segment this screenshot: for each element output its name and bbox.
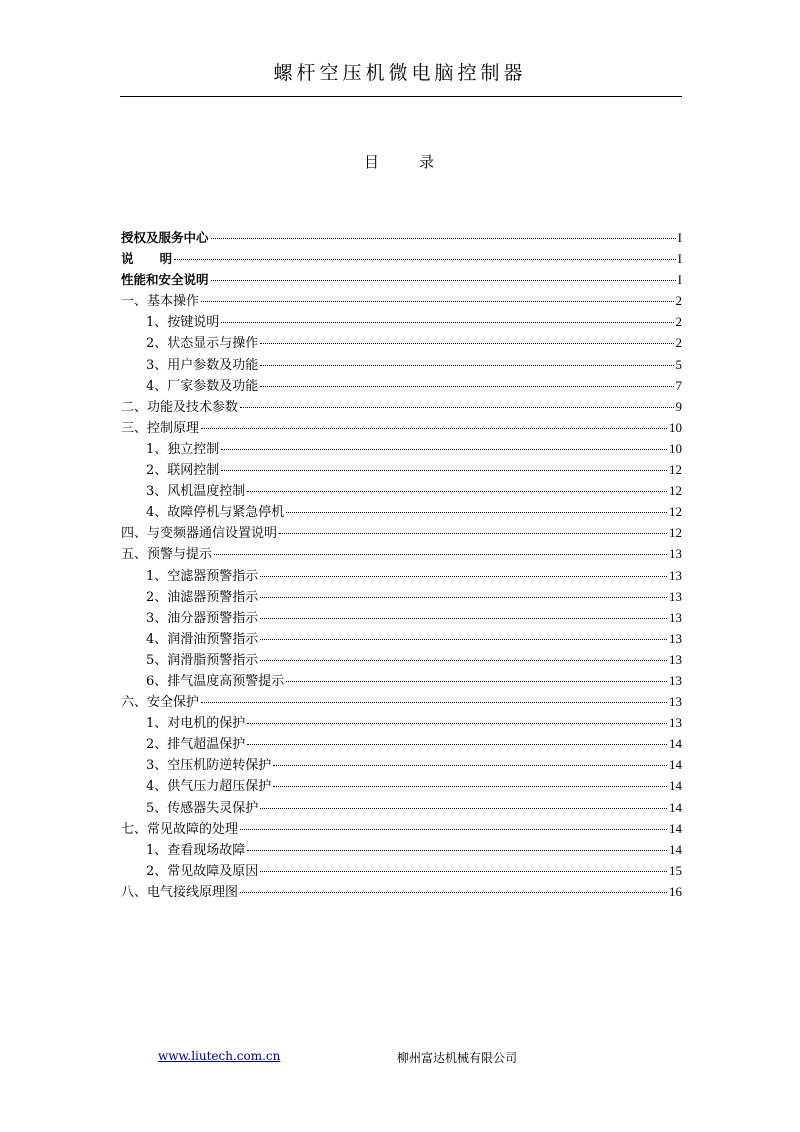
table-of-contents <box>121 227 682 902</box>
toc-dot-leader <box>260 365 673 366</box>
toc-dot-leader <box>260 343 673 344</box>
toc-entry[interactable] <box>121 522 682 543</box>
toc-entry-label: 3、空压机防逆转保护 <box>146 758 272 774</box>
toc-entry-label: 二、功能及技术参数 <box>121 399 239 415</box>
toc-entry-page-number: I <box>677 230 682 245</box>
toc-entry-label: 一、基本操作 <box>121 294 200 310</box>
toc-entry-label: 3、油分器预警指示 <box>146 610 259 626</box>
toc-entry-page-number: 14 <box>669 799 682 815</box>
toc-entry-page-number: 2 <box>675 314 682 330</box>
toc-entry-label: 说 明 <box>121 251 173 267</box>
toc-entry-page-number: 15 <box>669 862 682 878</box>
toc-entry-label: 授权及服务中心 <box>121 230 209 245</box>
toc-dot-leader <box>201 301 673 302</box>
footer-company-name: 柳州富达机械有限公司 <box>397 1051 518 1065</box>
toc-entry[interactable] <box>121 269 682 290</box>
toc-entry-label: 1、空滤器预警指示 <box>146 568 259 584</box>
toc-entry-page-number: 13 <box>669 609 682 625</box>
toc-entry-page-number: 13 <box>669 715 682 731</box>
toc-entry-label: 性能和安全说明 <box>121 272 209 288</box>
toc-entry-page-number: 13 <box>669 694 682 710</box>
toc-entry[interactable] <box>121 438 682 459</box>
toc-dot-leader <box>260 808 667 809</box>
toc-dot-leader <box>240 407 673 408</box>
toc-entry-label: 3、风机温度控制 <box>146 484 246 500</box>
toc-entry[interactable] <box>121 839 682 860</box>
toc-entry[interactable] <box>121 248 682 269</box>
toc-entry[interactable] <box>121 860 682 881</box>
toc-entry[interactable] <box>121 396 682 417</box>
toc-entry[interactable] <box>121 797 682 818</box>
toc-entry-page-number: 10 <box>669 419 682 435</box>
toc-entry-page-number: 12 <box>669 462 682 478</box>
toc-dot-leader <box>260 386 673 387</box>
toc-dot-leader <box>221 322 673 323</box>
toc-entry-label: 1、按键说明 <box>146 315 220 331</box>
toc-entry[interactable] <box>121 354 682 375</box>
toc-entry[interactable] <box>121 586 682 607</box>
toc-dot-leader <box>279 533 667 534</box>
toc-entry-label: 四、与变频器通信设置说明 <box>121 526 278 542</box>
toc-dot-leader <box>214 554 667 555</box>
page-header-title: 螺杆空压机微电脑控制器 <box>273 62 527 84</box>
toc-entry[interactable] <box>121 459 682 480</box>
toc-dot-leader <box>273 786 667 787</box>
toc-entry[interactable] <box>121 290 682 311</box>
toc-dot-leader <box>260 871 667 872</box>
toc-entry-label: 五、预警与提示 <box>121 547 213 563</box>
toc-dot-leader <box>221 449 667 450</box>
toc-dot-leader <box>174 259 676 260</box>
toc-dot-leader <box>247 850 667 851</box>
toc-dot-leader <box>211 238 676 239</box>
toc-entry-page-number: 13 <box>669 630 682 646</box>
toc-dot-leader <box>247 491 667 492</box>
toc-entry-page-number: 9 <box>675 398 682 414</box>
toc-entry-label: 2、油滤器预警指示 <box>146 589 259 605</box>
toc-entry-page-number: 13 <box>669 588 682 604</box>
toc-dot-leader <box>286 512 667 513</box>
toc-entry[interactable] <box>121 733 682 754</box>
toc-entry-label: 六、安全保护 <box>121 695 200 711</box>
toc-entry-label: 5、传感器失灵保护 <box>146 800 259 816</box>
toc-entry[interactable] <box>121 649 682 670</box>
toc-dot-leader <box>247 744 667 745</box>
toc-entry-label: 2、常见故障及原因 <box>146 863 259 879</box>
toc-title <box>364 151 434 172</box>
toc-dot-leader <box>240 892 667 893</box>
toc-dot-leader <box>286 681 667 682</box>
toc-entry[interactable] <box>121 607 682 628</box>
toc-title-char-2: 录 <box>418 153 434 171</box>
toc-entry[interactable] <box>121 754 682 775</box>
toc-entry-page-number: 5 <box>675 356 682 372</box>
toc-entry-label: 1、查看现场故障 <box>146 842 246 858</box>
toc-entry-label: 2、排气超温保护 <box>146 737 246 753</box>
footer-website-link[interactable]: www.liutech.com.cn <box>158 1049 281 1063</box>
toc-entry[interactable] <box>121 628 682 649</box>
toc-entry-label: 2、联网控制 <box>146 463 220 479</box>
toc-entry-label: 4、厂家参数及功能 <box>146 378 259 394</box>
toc-entry-label: 4、供气压力超压保护 <box>146 779 272 795</box>
toc-entry-label: 1、对电机的保护 <box>146 716 246 732</box>
toc-entry-page-number: 12 <box>669 504 682 520</box>
toc-entry-label: 3、用户参数及功能 <box>146 357 259 373</box>
toc-entry-label: 5、润滑脂预警指示 <box>146 652 259 668</box>
toc-entry-page-number: 14 <box>669 736 682 752</box>
toc-entry-page-number: I <box>677 272 682 288</box>
toc-entry-label: 三、控制原理 <box>121 420 200 436</box>
toc-entry[interactable] <box>121 375 682 396</box>
toc-dot-leader <box>260 597 667 598</box>
toc-entry-page-number: 13 <box>669 651 682 667</box>
toc-entry[interactable] <box>121 691 682 712</box>
toc-entry-page-number: 13 <box>669 546 682 562</box>
toc-title-char-1: 目 <box>364 153 380 171</box>
toc-dot-leader <box>260 660 667 661</box>
toc-entry-page-number: 14 <box>669 820 682 836</box>
toc-dot-leader <box>201 702 667 703</box>
toc-entry-page-number: 2 <box>675 335 682 351</box>
toc-dot-leader <box>240 829 667 830</box>
toc-entry[interactable] <box>121 565 682 586</box>
toc-entry[interactable] <box>121 332 682 353</box>
toc-dot-leader <box>273 765 667 766</box>
toc-entry-label: 4、故障停机与紧急停机 <box>146 505 285 521</box>
toc-entry[interactable] <box>121 712 682 733</box>
header-rule <box>120 96 682 97</box>
toc-entry[interactable] <box>121 670 682 691</box>
toc-entry-label: 七、常见故障的处理 <box>121 821 239 837</box>
toc-dot-leader <box>221 470 667 471</box>
toc-entry-page-number: 14 <box>669 841 682 857</box>
toc-entry-page-number: 7 <box>675 377 682 393</box>
toc-entry[interactable] <box>121 881 682 902</box>
toc-entry-page-number: 13 <box>669 672 682 688</box>
toc-entry-label: 4、润滑油预警指示 <box>146 631 259 647</box>
toc-dot-leader <box>211 280 676 281</box>
toc-entry[interactable] <box>121 775 682 796</box>
toc-dot-leader <box>260 618 667 619</box>
toc-entry[interactable] <box>121 818 682 839</box>
toc-dot-leader <box>201 428 667 429</box>
toc-dot-leader <box>260 639 667 640</box>
toc-entry[interactable] <box>121 480 682 501</box>
toc-entry[interactable] <box>121 543 682 564</box>
toc-entry-page-number: 2 <box>675 293 682 309</box>
toc-entry-page-number: 16 <box>669 883 682 899</box>
toc-entry-label: 2、状态显示与操作 <box>146 336 259 352</box>
toc-entry[interactable] <box>121 501 682 522</box>
toc-dot-leader <box>247 723 667 724</box>
toc-entry[interactable] <box>121 311 682 332</box>
toc-entry-page-number: 12 <box>669 525 682 541</box>
toc-dot-leader <box>260 576 667 577</box>
toc-entry-page-number: 12 <box>669 483 682 499</box>
toc-entry-page-number: 10 <box>669 440 682 456</box>
toc-entry-page-number: 13 <box>669 567 682 583</box>
toc-entry-label: 八、电气接线原理图 <box>121 884 239 900</box>
toc-entry-label: 6、排气温度高预警提示 <box>146 673 285 689</box>
toc-entry-page-number: 14 <box>669 757 682 773</box>
toc-entry-page-number: 14 <box>669 778 682 794</box>
toc-entry[interactable] <box>121 417 682 438</box>
toc-entry[interactable] <box>121 227 682 248</box>
toc-entry-page-number: I <box>677 251 682 267</box>
toc-entry-label: 1、独立控制 <box>146 441 220 457</box>
